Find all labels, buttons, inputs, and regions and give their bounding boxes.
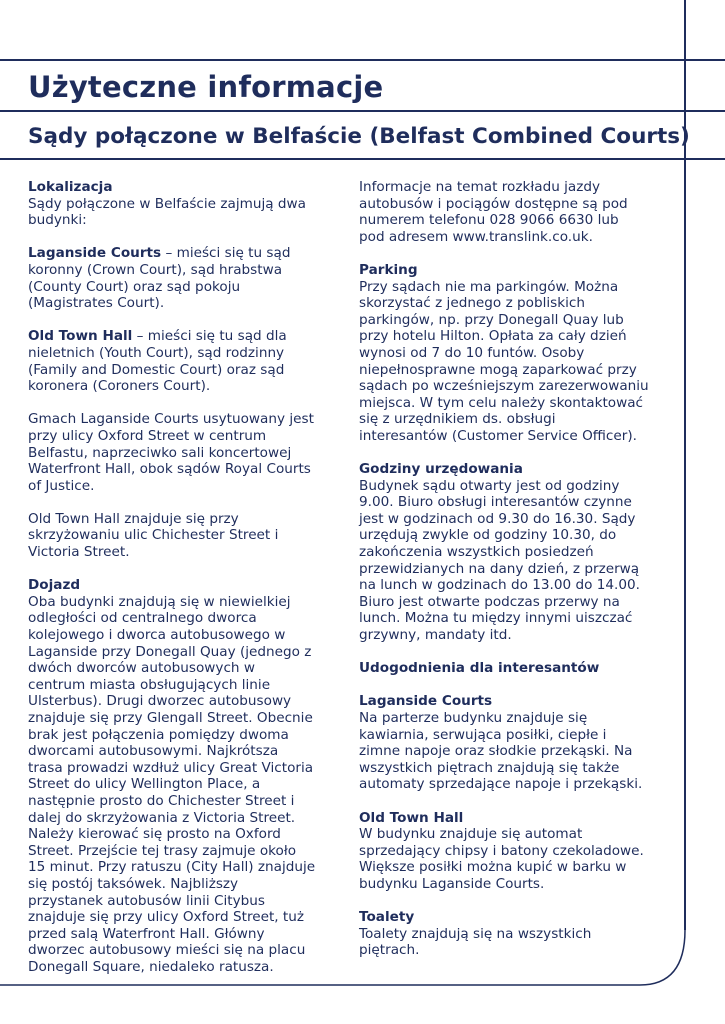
oldtown-paragraph	[28, 328, 340, 394]
top-rule	[0, 59, 725, 61]
laganside-heading: Laganside Courts	[28, 245, 162, 262]
udogodnienia-heading: Udogodnienia dla interesantów	[359, 660, 600, 677]
right-column	[359, 179, 671, 976]
dojazd-heading: Dojazd	[28, 577, 81, 594]
laganside-facilities-text: Na parterze budynku znajduje się kawiarnia, serwująca posiłki, ciepłe i zimne napoje oraz słodkie przekąski. Na wszystkich piętrach znajdują się także automaty sprzedające napoje i przekąski.	[359, 710, 643, 793]
godziny-text: Budynek sądu otwarty jest od godziny 9.00. Biuro obsługi interesantów czynne jest w godzinach od 9.30 do 16.30. Sądy urzędują zwykle od godziny 10.30, do zakończenia wszystkich posiedzeń przewidzianych na dany dzień, z przerwą na lunch w godzinach do 13.00 do 14.00. Biuro jest otwarte podczas przerwy na lunch. Można tu między innymi uiszczać grzywny, mandaty itd.	[359, 477, 640, 644]
oldtown-facilities-heading: Old Town Hall	[359, 809, 464, 826]
parking-heading: Parking	[359, 261, 418, 278]
rozklad-text: Informacje na temat rozkładu jazdy autobusów i pociągów dostępne są pod numerem telefonu 028 9066 6630 lub pod adresem www.translink.co.uk.	[359, 179, 628, 245]
dojazd-text: Oba budynki znajdują się w niewielkiej odległości od centralnego dworca kolejowego i dworca autobusowego w Laganside przy Donegall Quay (jednego z dwóch dworców autobusowych w centrum miasta obsługujących linie Ulsterbus). Drugi dworzec autobusowy znajduje się przy Glengall Street. Obecnie brak jest połączenia pomiędzy dwoma dworcami autobusowymi. Najkrótsza trasa prowadzi wzdłuż ulicy Great Victoria Street do ulicy Wellington Place, a następnie prosto do Chichester Street i dalej do skrzyżowania z Victoria Street. Należy kierować się prosto na Oxford Street. Przejście tej trasy zajmuje około 15 minut. Przy ratuszu (City Hall) znajduje się postój taksówek. Najbliższy przystanek autobusów linii Citybus znajduje się przy ulicy Oxford Street, tuż przed salą Waterfront Hall. Główny dworzec autobusowy mieści się na placu Donegall Square, niedaleko ratusza.	[28, 593, 316, 975]
toalety-heading: Toalety	[359, 909, 415, 926]
page-title: Użyteczne informacje	[28, 70, 384, 104]
gmach-text: Gmach Laganside Courts usytuowany jest przy ulicy Oxford Street w centrum Belfastu, naprzeciwko sali koncertowej Waterfront Hall, obok sądów Royal Courts of Justice.	[28, 411, 314, 494]
oldtown-text: – mieści się tu sąd dla nieletnich (Youth Court), sąd rodzinny (Family and Domestic Court) oraz sąd koronera (Coroners Court).	[28, 328, 287, 395]
oldtown-location-text: Old Town Hall znajduje się przy skrzyżowaniu ulic Chichester Street i Victoria Street.	[28, 510, 279, 561]
page-subtitle: Sądy połączone w Belfaście (Belfast Combined Courts)	[28, 124, 690, 149]
laganside-facilities-heading: Laganside Courts	[359, 693, 493, 710]
lokalizacja-heading: Lokalizacja	[28, 179, 113, 195]
parking-text: Przy sądach nie ma parkingów. Można skorzystać z jednego z pobliskich parkingów, np. przy Donegall Quay lub przy hotelu Hilton. Opłata za cały dzień wynosi od 7 do 10 funtów. Osoby niepełnosprawne mogą zaparkować przy sądach po wcześniejszym zarezerwowaniu miejsca. W tym celu należy skontaktować się z urzędnikiem ds. obsługi interesantów (Customer Service Officer).	[359, 278, 649, 444]
laganside-text: – mieści się tu sąd koronny (Crown Court), sąd hrabstwa (County Court) oraz sąd pokoju (Magistrates Court).	[28, 245, 291, 312]
lokalizacja-text: Sądy połączone w Belfaście zajmują dwa budynki:	[28, 195, 306, 229]
subtitle-rule	[0, 158, 725, 160]
godziny-heading: Godziny urzędowania	[359, 461, 523, 478]
toalety-text: Toalety znajdują się na wszystkich piętrach.	[359, 925, 592, 959]
title-rule	[0, 110, 725, 112]
laganside-paragraph	[28, 245, 340, 311]
oldtown-heading: Old Town Hall	[28, 328, 133, 345]
oldtown-facilities-text: W budynku znajduje się automat sprzedający chipsy i batony czekoladowe. Większe posiłki można kupić w barku w budynku Laganside Courts.	[359, 826, 644, 892]
left-column	[28, 179, 340, 992]
